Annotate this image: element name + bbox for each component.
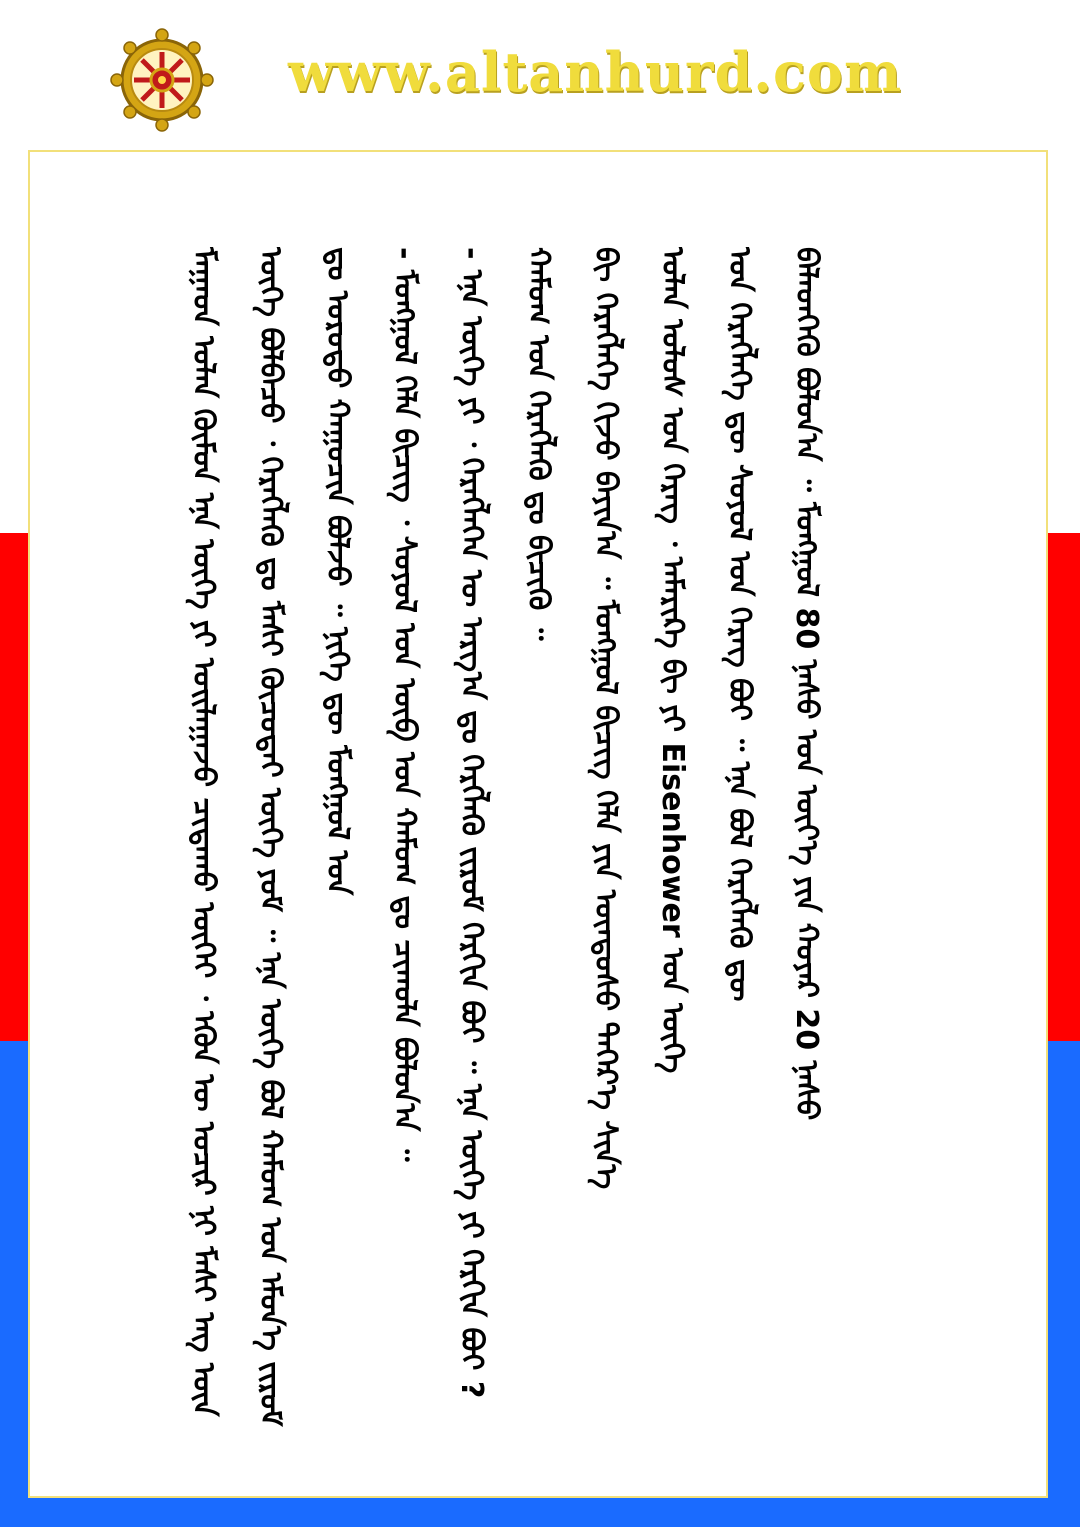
paragraph: ᠣᠯᠠᠨ ᠤᠯᠤᠰ ᠤᠨ ᠬᠡᠷᠡᠭ ᠂ ᠠᠮᠡᠷᠢᠺᠠ ᠪᠢ ᠶᠢ Eisenhower ᠤᠨ ᠦᠭᠡ <box>655 247 690 1074</box>
dharma-wheel-logo <box>108 26 216 134</box>
wechat-icon <box>758 1460 792 1490</box>
wechat-watermark <box>758 1452 1044 1498</box>
site-url[interactable]: www.altanhurd.com <box>288 40 903 104</box>
paragraph: - ᠮᠣᠩᠭᠣᠯ ᠬᠡᠯᠡ ᠪᠢᠴᠢᠭ ᠂ ᠰᠣᠶᠣᠯ ᠤᠨ ᠦᠪ ᠤᠨ ᠬᠠᠮᠤᠭ ᠳᠤ ᠴᠢᠬᠤᠯᠠ ᠪᠣᠯᠤᠨ᠎ᠠ ᠃ <box>387 247 422 1162</box>
paragraph: ᠪᠢ ᠬᠡᠷᠡᠭᠯᠡᠭᠡ ᠬᠢᠵᠤ ᠪᠠᠶᠢᠨ᠎ᠠ ᠃ ᠮᠣᠩᠭᠣᠯ ᠪᠢᠴᠢᠭ ᠬᠡᠯᠡ ᠶᠢᠨ ᠦᠨᠳᠦᠰᠦ ᠳᠡᠭᠡᠷ᠎ᠡ ᠰᠢᠨ᠎ᠡ <box>588 247 623 1190</box>
mongolian-article-text <box>170 247 920 1457</box>
paragraph: ᠮᠠᠭᠠᠳ ᠣᠯᠠᠨ ᠬᠦᠮᠦᠨ ᠡᠨᠡ ᠦᠭᠡ ᠶᠢ ᠤᠢᠯᠠᠭᠠᠵᠤ ᠴᠢᠳᠠᠬᠤ ᠦᠭᠡᠢ ᠂ ᠡᠭᠦᠨ ᠦ ᠤᠴᠢᠷ ᠨᠢ ᠮᠠᠰᠢ ᠡᠩ ᠦᠨ ᠦᠭᠡ ᠪᠣᠯᠪᠠᠴᠤ ᠂ ᠬᠡᠷᠡᠭᠯᠡᠬᠦ ᠳᠤ ᠮᠠᠰᠢ ᠬᠦᠴᠦᠲᠡᠢ ᠦᠭᠡ ᠶᠤᠮ ᠃ ᠡᠨᠡ ᠦᠭᠡ ᠪᠣᠯ ᠬᠠᠮᠤᠭ ᠤᠨ ᠡᠮᠦᠨ᠎ᠡ ᠵᠢᠷᠤᠮ ᠳᠤ ᠤᠷᠤᠳᠤ ᠬᠠᠭᠤᠴᠢᠨ ᠪᠤᠯᠵᠤ ᠃ ᠨᠢᠭᠡ ᠳᠦ ᠮᠣᠩᠭᠣᠯ ᠤᠨ <box>186 247 355 1427</box>
paragraph: ᠤᠨ ᠬᠡᠷᠡᠭᠯᠡᠭᠡ ᠳᠦ ᠰᠣᠶᠣᠯ ᠤᠨ ᠬᠡᠷᠡᠭ ᠪᠣᠢ ᠃ ᠡᠨᠡ ᠪᠣᠯ ᠬᠡᠷᠡᠭᠯᠡᠬᠦ ᠳᠦ <box>722 247 757 1002</box>
article-card <box>28 150 1048 1498</box>
paragraph: ᠬᠠᠮᠤᠭ ᠤᠨ ᠬᠡᠷᠡᠭᠯᠡᠬᠦ ᠳᠤ ᠪᠢᠴᠢᠬᠦ ᠃ <box>521 247 556 641</box>
paragraph: - ᠡᠨᠡ ᠦᠭᠡ ᠶᠢ ᠂ ᠬᠡᠷᠡᠭᠯᠡᠭᠡᠨ ᠦ ᠠᠷᠭ᠎ᠠ ᠳᠤ ᠬᠡᠷᠭᠯᠡᠬᠦ ᠵᠢᠷᠤᠮ ᠬᠡᠷᠬᠢᠨ ᠪᠣᠢ ᠃ ᠡᠨᠡ ᠦᠭᠡ ᠶᠢ ᠬᠡᠷᠬᠢᠨ ᠪᠣᠢ ? <box>454 247 489 1399</box>
watermark-text: 微信号: altanhurd01 <box>800 1462 1044 1491</box>
paragraph: ᠪᠡᠯᠡᠳᠭᠡᠬᠦ ᠪᠣᠯᠤᠨ᠎ᠠ ᠃ ᠮᠣᠩᠭᠣᠯ 80 ᠨᠠᠰᠤ ᠤᠨ ᠦᠶ᠎ᠡ ᠶᠢᠨ ᠬᠣᠶᠠᠷ 20 ᠨᠠᠰᠤ <box>789 247 824 1121</box>
dharma-wheel-icon <box>111 29 213 131</box>
